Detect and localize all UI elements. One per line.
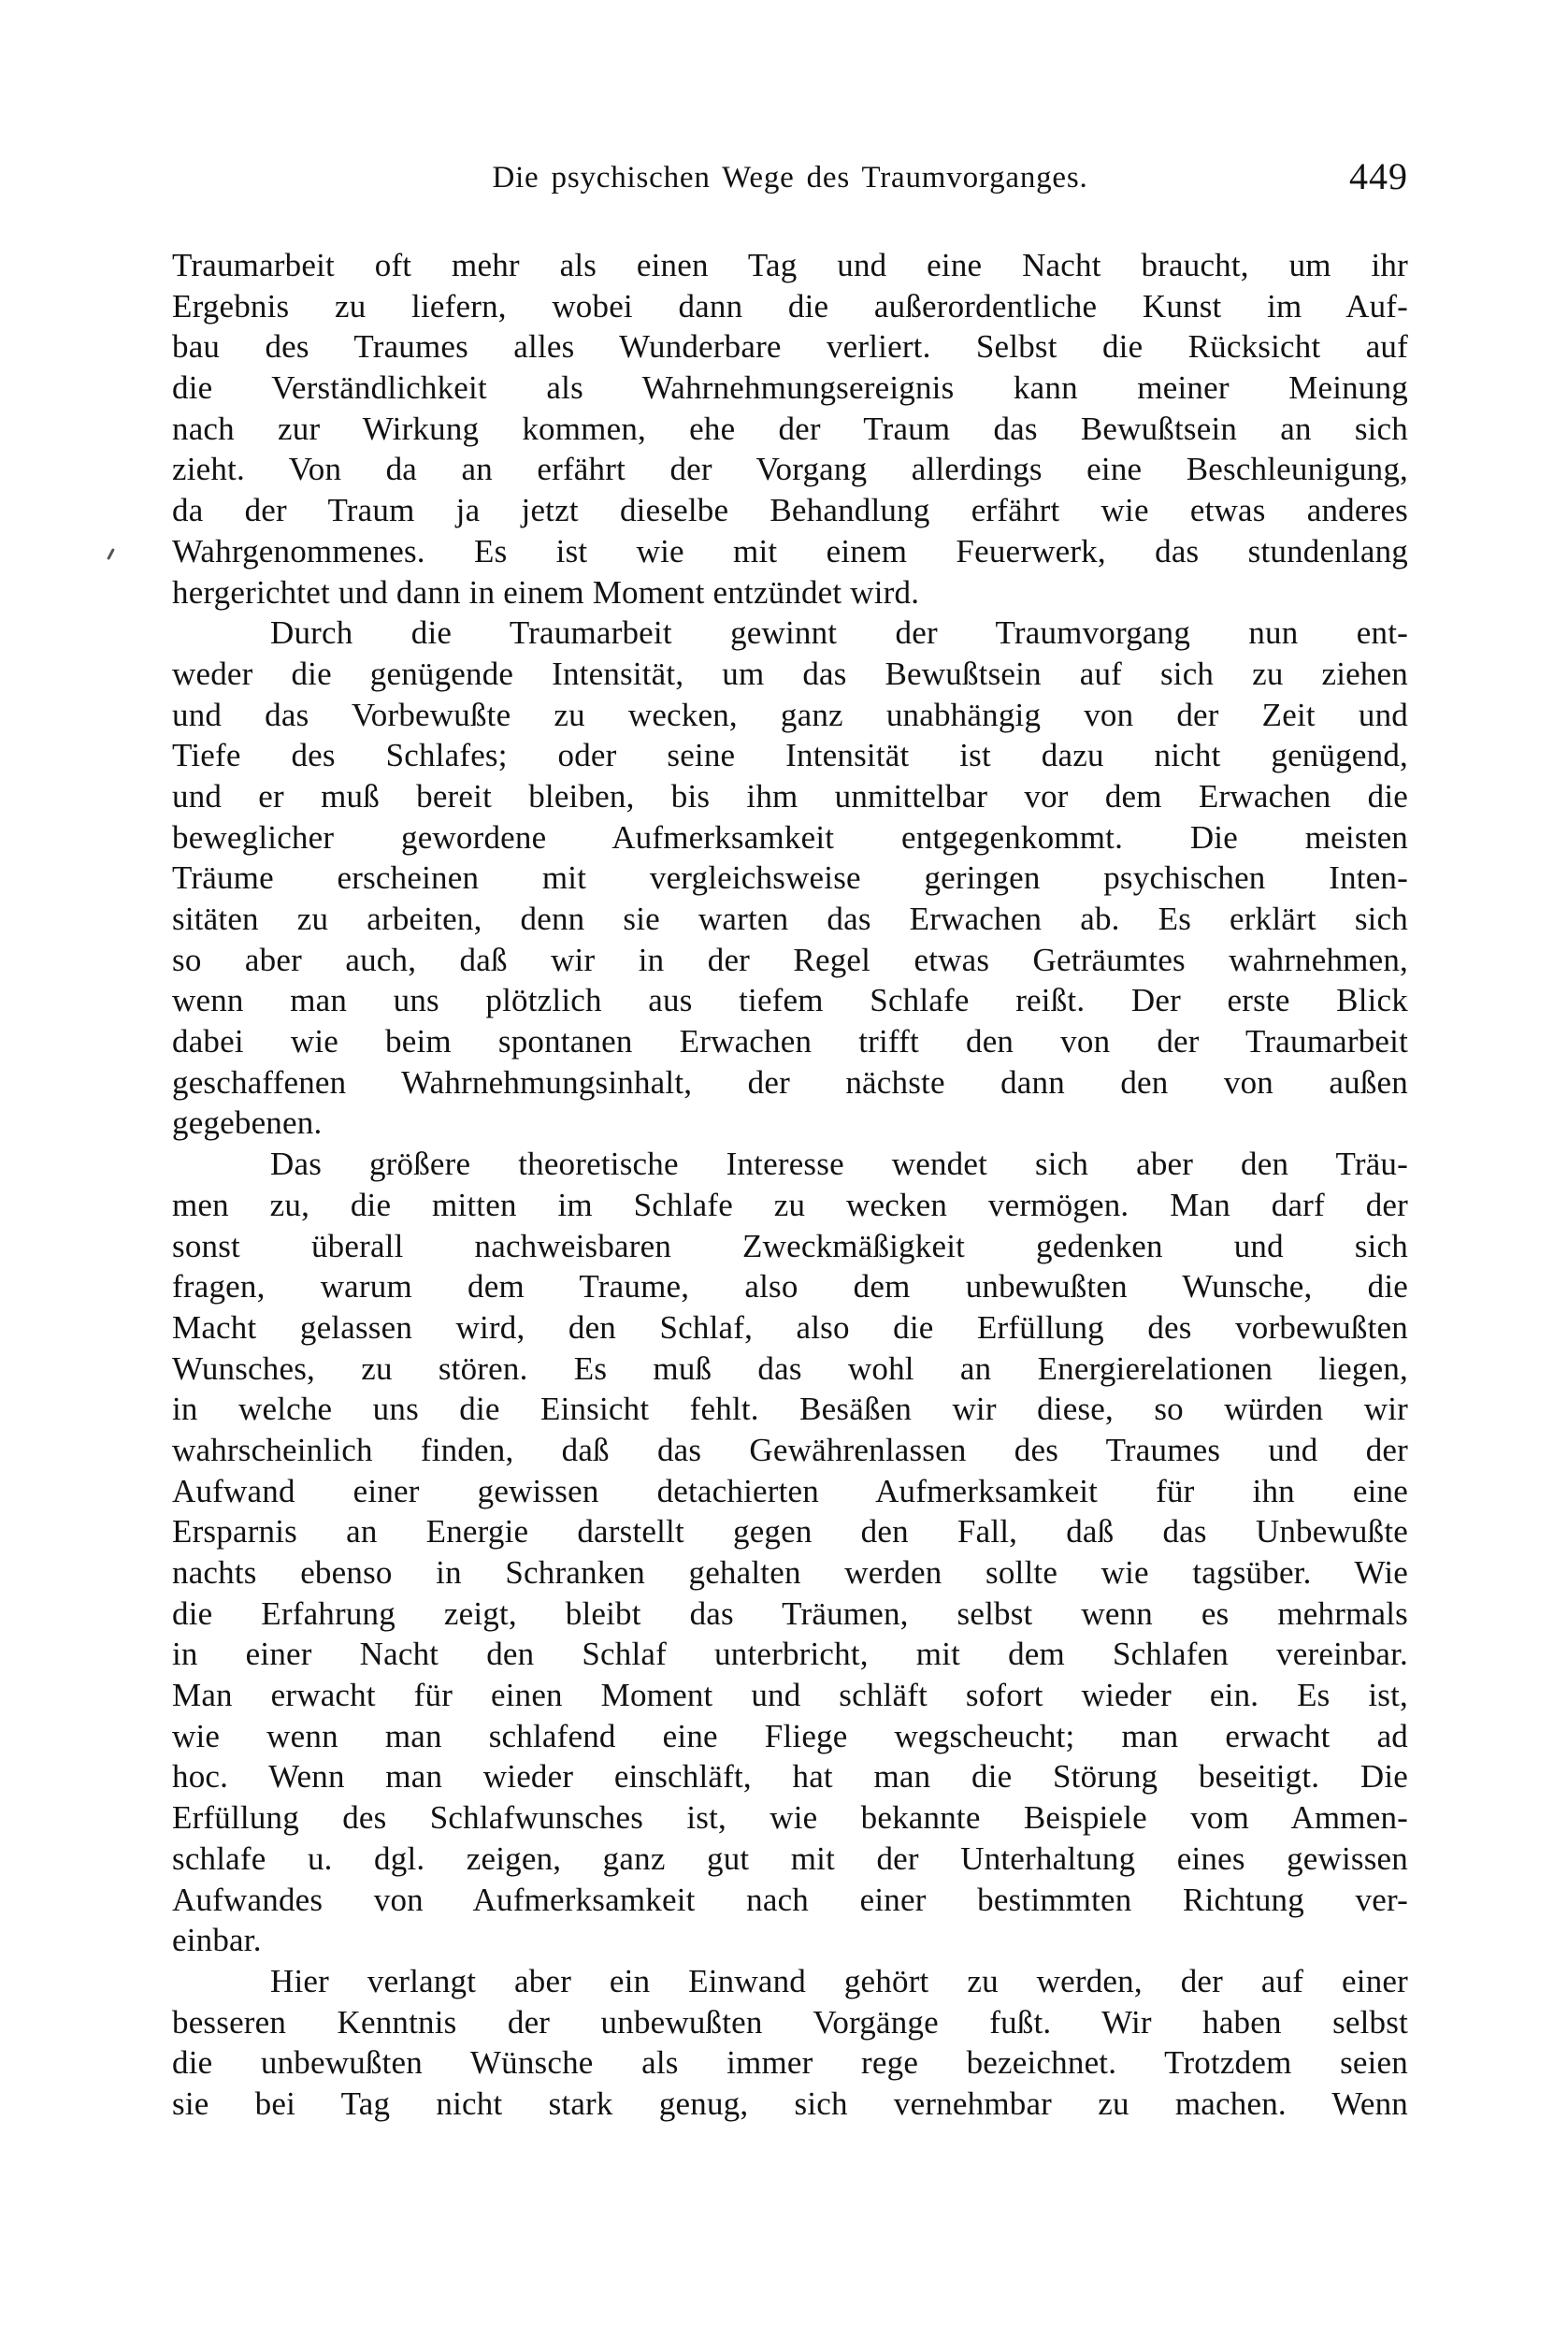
text-line: und das Vorbewußte zu wecken, ganz unabhängig von der Zeit und (172, 696, 1408, 733)
text-line: besseren Kenntnis der unbewußten Vorgänge fußt. Wir haben selbst (172, 2003, 1408, 2041)
text-line: gegebenen. (172, 1104, 323, 1142)
text-line: wenn man uns plötzlich aus tiefem Schlafe reißt. Der erste Blick (172, 982, 1408, 1019)
text-line: Das größere theoretische Interesse wendet sich aber den Träu- (270, 1146, 1408, 1183)
text-line: beweglicher gewordene Aufmerksamkeit entgegenkommt. Die meisten (172, 818, 1408, 856)
text-line: Ersparnis an Energie darstellt gegen den Fall, daß das Unbewußte (172, 1513, 1408, 1551)
text-line: nach zur Wirkung kommen, ehe der Traum das Bewußtsein an sich (172, 410, 1408, 447)
paragraph (172, 245, 1408, 613)
text-line: nachts ebenso in Schranken gehalten werden sollte wie tagsüber. Wie (172, 1554, 1408, 1591)
text-line: und er muß bereit bleiben, bis ihm unmittelbar vor dem Erwachen die (172, 777, 1408, 815)
text-line: Träume erscheinen mit vergleichsweise geringen psychischen Inten- (172, 859, 1408, 897)
text-line: einbar. (172, 1922, 262, 1959)
text-line: da der Traum ja jetzt dieselbe Behandlung erfährt wie etwas anderes (172, 492, 1408, 529)
text-line: die Verständlichkeit als Wahrnehmungsereignis kann meiner Meinung (172, 369, 1408, 407)
text-line: in welche uns die Einsicht fehlt. Besäßen wir diese, so würden wir (172, 1391, 1408, 1428)
text-line: fragen, warum dem Traume, also dem unbewußten Wunsche, die (172, 1268, 1408, 1306)
page-header (172, 155, 1408, 206)
text-line: sitäten zu arbeiten, denn sie warten das Erwachen ab. Es erklärt sich (172, 901, 1408, 937)
text-line: Hier verlangt aber ein Einwand gehört zu werden, der auf einer (270, 1962, 1408, 1999)
text-line: wie wenn man schlafend eine Fliege wegscheucht; man erwacht ad (172, 1717, 1408, 1754)
text-line: Aufwand einer gewissen detachierten Aufmerksamkeit für ihn eine (172, 1472, 1408, 1509)
text-line: Macht gelassen wird, den Schlaf, also die Erfüllung des vorbewußten (172, 1308, 1408, 1346)
text-line: in einer Nacht den Schlaf unterbricht, mit dem Schlafen vereinbar. (172, 1636, 1408, 1673)
text-line: die Erfahrung zeigt, bleibt das Träumen, selbst wenn es mehrmals (172, 1594, 1408, 1632)
text-line: zieht. Von da an erfährt der Vorgang allerdings eine Beschleunigung, (172, 451, 1408, 488)
text-line: Man erwacht für einen Moment und schläft sofort wieder ein. Es ist, (172, 1677, 1408, 1714)
text-line: so aber auch, daß wir in der Regel etwas Geträumtes wahrnehmen, (172, 941, 1408, 978)
paragraph (172, 1144, 1408, 1961)
text-line: wahrscheinlich finden, daß das Gewährenlassen des Traumes und der (172, 1431, 1408, 1468)
scan-artifact (107, 548, 115, 560)
text-line: Aufwandes von Aufmerksamkeit nach einer bestimmten Richtung ver- (172, 1881, 1408, 1918)
text-line: sonst überall nachweisbaren Zweckmäßigkeit gedenken und sich (172, 1227, 1408, 1264)
text-line: Tiefe des Schlafes; oder seine Intensität ist dazu nicht genügend, (172, 737, 1408, 774)
text-line: Wunsches, zu stören. Es muß das wohl an Energierelationen liegen, (172, 1349, 1408, 1387)
text-line: men zu, die mitten im Schlafe zu wecken vermögen. Man darf der (172, 1186, 1408, 1223)
body-text (172, 245, 1408, 2125)
text-line: hergerichtet und dann in einem Moment entzündet wird. (172, 573, 920, 611)
page-number: 449 (1349, 155, 1408, 197)
text-line: Ergebnis zu liefern, wobei dann die außerordentliche Kunst im Auf- (172, 287, 1408, 325)
text-line: Durch die Traumarbeit gewinnt der Traumvorgang nun ent- (270, 614, 1408, 652)
text-line: weder die genügende Intensität, um das Bewußtsein auf sich zu ziehen (172, 655, 1408, 692)
text-line: hoc. Wenn man wieder einschläft, hat man die Störung beseitigt. Die (172, 1758, 1408, 1796)
text-line: bau des Traumes alles Wunderbare verliert. Selbst die Rücksicht auf (172, 328, 1408, 366)
paragraph (172, 613, 1408, 1144)
text-line: Erfüllung des Schlafwunsches ist, wie bekannte Beispiele vom Ammen- (172, 1799, 1408, 1837)
text-line: Wahrgenommenes. Es ist wie mit einem Feuerwerk, das stundenlang (172, 532, 1408, 570)
text-line: geschaffenen Wahrnehmungsinhalt, der nächste dann den von außen (172, 1063, 1408, 1101)
text-line: Traumarbeit oft mehr als einen Tag und eine Nacht braucht, um ihr (172, 247, 1408, 283)
text-line: dabei wie beim spontanen Erwachen trifft den von der Traumarbeit (172, 1023, 1408, 1060)
running-head: Die psychischen Wege des Traumvorganges. (492, 161, 1088, 195)
text-line: sie bei Tag nicht stark genug, sich vernehmbar zu machen. Wenn (172, 2085, 1408, 2122)
text-line: schlafe u. dgl. zeigen, ganz gut mit der Unterhaltung eines gewissen (172, 1839, 1408, 1877)
paragraph (172, 1961, 1408, 2125)
text-line: die unbewußten Wünsche als immer rege bezeichnet. Trotzdem seien (172, 2044, 1408, 2082)
